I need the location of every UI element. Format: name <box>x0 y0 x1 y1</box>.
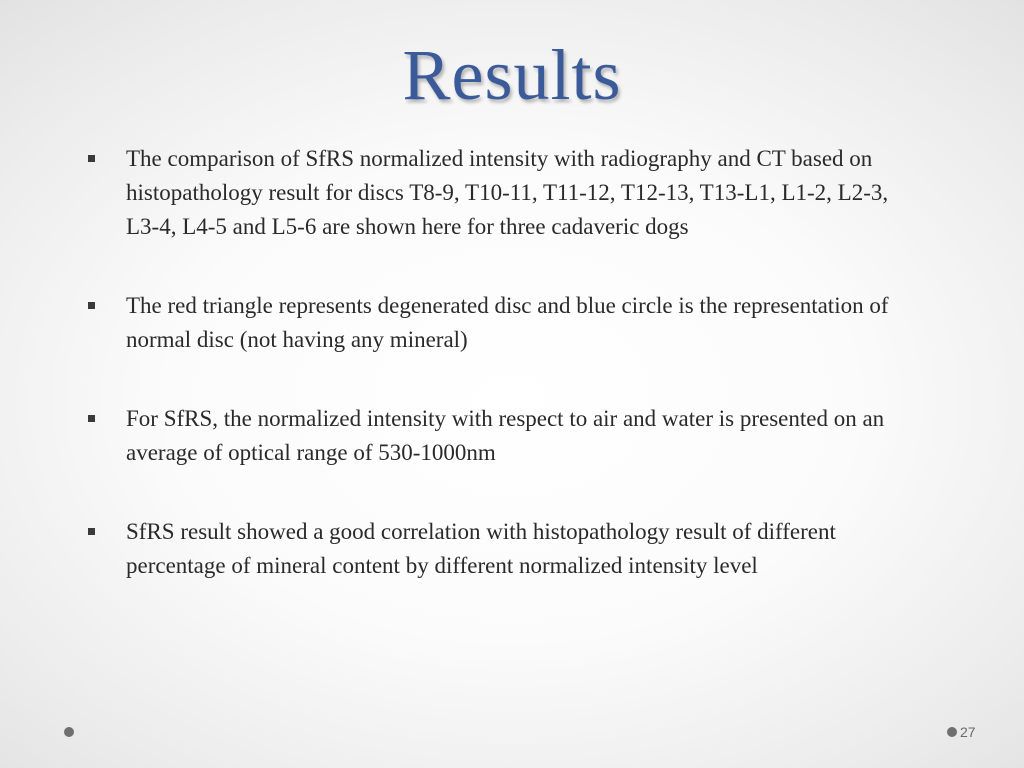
bullet-list <box>86 142 926 628</box>
bullet-text: The red triangle represents degenerated disc and blue circle is the representation of normal disc (not having any mineral) <box>126 293 889 352</box>
square-bullet-icon <box>88 302 95 309</box>
bullet-item <box>86 515 926 583</box>
page-number: 27 <box>960 724 976 740</box>
bullet-text: The comparison of SfRS normalized intensity with radiography and CT based on histopathology result for discs T8-9, T10-11, T11-12, T12-13, T13-L1, L1-2, L2-3, L3-4, L4-5 and L5-6 are shown here for three cadaveric dogs <box>126 146 889 239</box>
bullet-text: SfRS result showed a good correlation with histopathology result of different percentage of mineral content by different normalized intensity level <box>126 519 836 578</box>
square-bullet-icon <box>88 528 95 535</box>
slide-title: Results <box>402 35 622 115</box>
footer-dot-icon <box>947 727 957 737</box>
square-bullet-icon <box>88 155 95 162</box>
bullet-item <box>86 289 926 357</box>
bullet-item <box>86 402 926 470</box>
square-bullet-icon <box>88 415 95 422</box>
bullet-text: For SfRS, the normalized intensity with respect to air and water is presented on an average of optical range of 530-1000nm <box>126 406 885 465</box>
footer-dot-icon <box>64 727 74 737</box>
bullet-item <box>86 142 926 244</box>
